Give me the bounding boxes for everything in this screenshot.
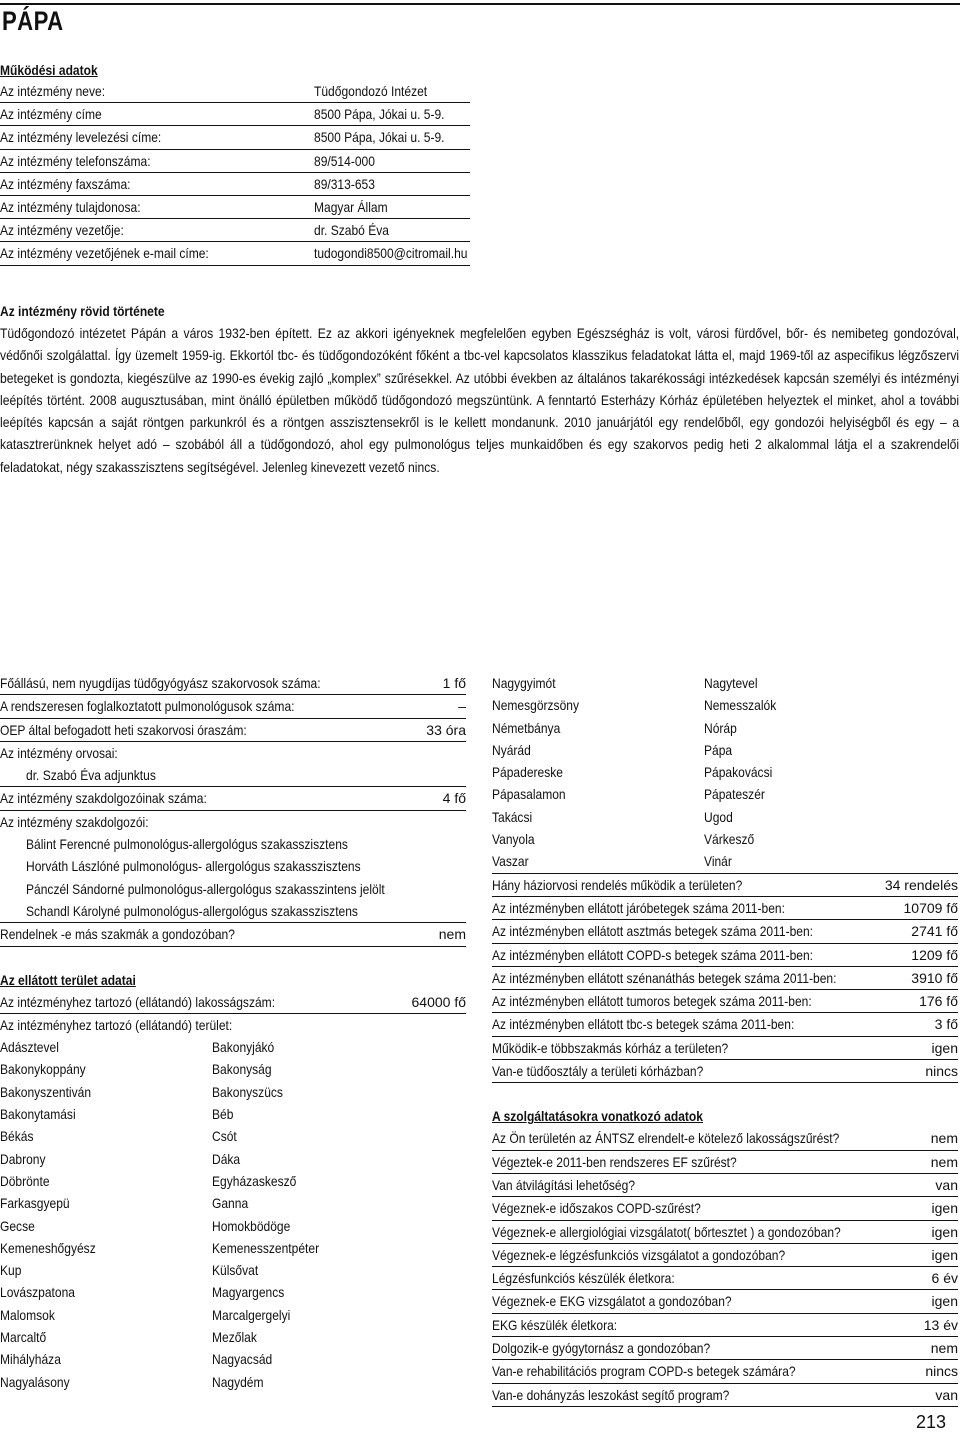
assistant-row	[0, 833, 466, 855]
place-row	[492, 783, 958, 805]
assistants-count-row	[0, 787, 466, 810]
place-name: Csót	[212, 1128, 237, 1145]
operational-value: Tüdőgondozó Intézet	[314, 83, 428, 99]
service-value: igen	[931, 1246, 958, 1263]
place-name: Bakonyszücs	[212, 1083, 283, 1100]
place-name: Nagyalásony	[0, 1373, 70, 1390]
left-column	[0, 672, 466, 1393]
place-row	[0, 1371, 466, 1393]
population-label: Az intézményhez tartozó (ellátandó) lakosságszám:	[0, 993, 276, 1010]
place-row	[0, 1192, 466, 1214]
assistant-name: Pánczél Sándorné pulmonológus-allergológus szakasszintens jelölt	[26, 880, 385, 897]
service-label: EKG készülék életkora:	[492, 1316, 618, 1333]
place-row	[0, 1081, 466, 1103]
statistic-value: nincs	[925, 1063, 958, 1080]
doctors-label-row	[0, 742, 466, 764]
assistants-count-value: 4 fő	[442, 790, 466, 807]
operational-row	[0, 80, 470, 103]
operational-label: Az intézmény levelezési címe:	[0, 129, 162, 146]
assistants-count-label: Az intézmény szakdolgozóinak száma:	[0, 790, 207, 807]
services-list	[492, 1127, 958, 1407]
fulltime-value: 1 fő	[442, 675, 466, 691]
oep-label: OEP által befogadott heti szakorvosi óraszám:	[0, 721, 247, 738]
service-row	[492, 1384, 958, 1407]
place-name: Bakonykoppány	[0, 1061, 86, 1078]
statistic-row	[492, 967, 958, 990]
statistic-value: 34 rendelés	[884, 876, 958, 893]
territory-row	[0, 1014, 466, 1036]
statistic-row	[492, 1060, 958, 1083]
service-value: nem	[930, 1130, 958, 1147]
service-label: Végeznek-e EKG vizsgálatot a gondozóban?	[492, 1293, 732, 1310]
statistic-label: Az intézményben ellátott asztmás betegek száma 2011-ben:	[492, 923, 814, 940]
place-name: Pápakovácsi	[704, 764, 773, 781]
place-row	[492, 694, 958, 716]
operational-label: Az intézmény faxszáma:	[0, 175, 131, 192]
other-label: Rendelnek -e más szakmák a gondozóban?	[0, 926, 235, 943]
service-value: nem	[930, 1340, 958, 1357]
place-name: Egyházaskesző	[212, 1172, 297, 1189]
place-name: Várkesző	[704, 831, 755, 848]
place-row	[0, 1125, 466, 1147]
statistic-row	[492, 874, 958, 897]
statistic-label: Hány háziorvosi rendelés működik a területen?	[492, 876, 743, 893]
place-name: Mihályháza	[0, 1351, 61, 1368]
place-row	[492, 828, 958, 850]
statistic-row	[492, 1037, 958, 1060]
place-row	[492, 761, 958, 783]
assistant-name: Horváth Lászlóné pulmonológus- allergológus szakasszisztens	[26, 858, 361, 875]
place-name: Németbánya	[492, 719, 561, 736]
oep-row	[0, 719, 466, 742]
place-row	[492, 739, 958, 761]
service-label: Van átvilágítási lehetőség?	[492, 1176, 636, 1193]
assistant-list	[0, 833, 466, 923]
place-name: Mezőlak	[212, 1329, 257, 1346]
assistant-row	[0, 900, 466, 923]
place-row	[0, 1281, 466, 1303]
assistants-label-row	[0, 811, 466, 833]
assistant-row	[0, 855, 466, 877]
service-value: igen	[931, 1223, 958, 1240]
regular-row	[0, 695, 466, 718]
place-row	[492, 850, 958, 873]
operational-value: 8500 Pápa, Jókai u. 5-9.	[314, 129, 445, 146]
fulltime-label: Főállású, nem nyugdíjas tüdőgyógyász szakorvosok száma:	[0, 675, 321, 691]
place-row	[0, 1304, 466, 1326]
operational-row	[0, 242, 470, 265]
service-value: igen	[931, 1200, 958, 1217]
service-value: igen	[931, 1293, 958, 1310]
place-name: Ganna	[212, 1195, 249, 1212]
place-name: Vanyola	[492, 831, 535, 848]
place-name: Vinár	[704, 853, 732, 870]
place-name: Békás	[0, 1128, 34, 1145]
right-column	[492, 672, 958, 1407]
place-name: Bakonyság	[212, 1061, 272, 1078]
operational-label: Az intézmény vezetője:	[0, 222, 124, 239]
operational-data-section	[0, 60, 620, 266]
statistic-value: 176 fő	[919, 993, 958, 1010]
doctor-name: dr. Szabó Éva adjunktus	[26, 767, 156, 784]
statistic-label: Működik-e többszakmás kórház a területen?	[492, 1039, 729, 1056]
place-name: Nyárád	[492, 741, 531, 758]
place-name: Marcalgergelyi	[212, 1306, 291, 1323]
place-name: Kemeneshőgyész	[0, 1239, 96, 1256]
statistic-value: 3910 fő	[911, 969, 958, 986]
place-name: Pápadereske	[492, 764, 563, 781]
place-name: Béb	[212, 1106, 234, 1123]
place-name: Gecse	[0, 1217, 35, 1234]
operational-row	[0, 126, 470, 149]
operational-row	[0, 150, 470, 173]
service-label: Az Ön területén az ÁNTSZ elrendelt-e kötelező lakosságszűrést?	[492, 1130, 840, 1147]
place-row	[492, 806, 958, 828]
place-name: Marcaltő	[0, 1329, 47, 1346]
service-value: nem	[930, 1153, 958, 1170]
doctor-row	[0, 764, 466, 787]
service-label: Légzésfunkciós készülék életkora:	[492, 1270, 675, 1287]
operational-label: Az intézmény címe	[0, 106, 102, 123]
statistic-row	[492, 1013, 958, 1036]
service-row	[492, 1267, 958, 1290]
service-row	[492, 1151, 958, 1174]
service-row	[492, 1314, 958, 1337]
place-name: Bakonyszentiván	[0, 1083, 92, 1100]
place-name: Kemenesszentpéter	[212, 1239, 320, 1256]
statistic-label: Az intézményben ellátott tumoros betegek száma 2011-ben:	[492, 993, 812, 1010]
service-row	[492, 1197, 958, 1220]
service-value: nincs	[925, 1363, 958, 1380]
operational-heading: Működési adatok	[0, 62, 98, 78]
operational-value: 89/514-000	[314, 152, 375, 169]
place-row	[0, 1058, 466, 1080]
regular-label: A rendszeresen foglalkoztatott pulmonológusok száma:	[0, 698, 295, 715]
statistic-row	[492, 990, 958, 1013]
place-row	[492, 672, 958, 694]
statistic-value: 2741 fő	[911, 923, 958, 940]
service-row	[492, 1244, 958, 1267]
fulltime-row	[0, 672, 466, 695]
place-name: Döbrönte	[0, 1172, 50, 1189]
service-row	[492, 1337, 958, 1360]
place-row	[0, 1148, 466, 1170]
service-label: Végeznek-e légzésfunkciós vizsgálatot a gondozóban?	[492, 1246, 786, 1263]
population-row	[0, 991, 466, 1014]
place-row	[0, 1103, 466, 1125]
place-name: Adásztevel	[0, 1039, 59, 1056]
operational-row	[0, 196, 470, 219]
statistic-label: Az intézményben ellátott COPD-s betegek száma 2011-ben:	[492, 946, 814, 963]
assistant-row	[0, 878, 466, 900]
service-row	[492, 1360, 958, 1383]
history-section	[0, 300, 960, 478]
service-label: Végeznek-e időszakos COPD-szűrést?	[492, 1200, 701, 1217]
place-name: Malomsok	[0, 1306, 55, 1323]
place-name: Takácsi	[492, 808, 533, 825]
header-rule	[0, 3, 960, 5]
place-name: Nagyacsád	[212, 1351, 273, 1368]
place-row	[492, 717, 958, 739]
place-name: Magyargencs	[212, 1284, 285, 1301]
place-name: Nagytevel	[704, 675, 758, 691]
statistic-label: Van-e tüdőosztály a területi kórházban?	[492, 1063, 704, 1080]
history-text: Tüdőgondozó intézetet Pápán a város 1932-ben épített. Ez az akkori igényeknek megfelelően egyben Egészségház is volt, városi fürdővel, bőr- és nemibeteg gondozóval, védőnői szolgálattal. Így üzemelt 1959-ig. Ekkortól tbc- és tüdőgondozóként főként a tbc-vel kapcsolatos klasszikus feladatokat látta el, majd 1969-től az aspecifikus légzőszervi betegeket is gondozta, kiegészülve az 1990-es évekig zajló „komplex” szűrésekkel. Az utóbbi években az általános takarékossági intézkedések kapcsán személyi és intézményi leépítés történt. 2008 augusztusában, mint önálló épületben működő tüdőgondozó megszüntünk. A fenntartó Esterházy Kórház épületében helyeztek el minket, ahol a további leépítés kapcsán a saját röntgen parkunkról és a röntgen asszisztensekről is le kellett mondanunk. 2010 januárjától egy rendelőből, egy gondozói helyiségből és egy – a katasztrerünknek helyet adó – szobából áll a tüdőgondozó, ahol egy pulmonológus teljes munkaidőben és egy szakorvos pedig heti 2 alkalommal látja el a szakrendelői feladatokat, négy szakasszisztens segítségével. Jelenleg kinevezett vezető nincs.	[0, 325, 960, 475]
operational-label: Az intézmény tulajdonosa:	[0, 198, 141, 215]
services-heading: A szolgáltatásokra vonatkozó adatok	[492, 1108, 703, 1125]
place-name: Dabrony	[0, 1150, 46, 1167]
place-name: Külsővat	[212, 1262, 259, 1279]
population-value: 64000 fő	[411, 993, 466, 1010]
place-name: Nemesgörzsöny	[492, 697, 579, 714]
place-name: Ugod	[704, 808, 733, 825]
place-row	[0, 1259, 466, 1281]
territory-label: Az intézményhez tartozó (ellátandó) terület:	[0, 1016, 233, 1033]
service-label: Van-e rehabilitációs program COPD-s betegek számára?	[492, 1363, 796, 1380]
place-row	[0, 1348, 466, 1370]
service-value: 6 év	[931, 1270, 958, 1287]
service-row	[492, 1221, 958, 1244]
operational-row	[0, 219, 470, 242]
service-label: Végeztek-e 2011-ben rendszeres EF szűrést?	[492, 1153, 737, 1170]
place-name: Pápateszér	[704, 786, 765, 803]
statistic-label: Az intézményben ellátott járóbetegek száma 2011-ben:	[492, 899, 785, 916]
place-name: Dáka	[212, 1150, 241, 1167]
operational-value: tudogondi8500@citromail.hu	[314, 245, 468, 262]
service-row	[492, 1290, 958, 1313]
service-value: 13 év	[923, 1316, 958, 1333]
place-name: Pápa	[704, 741, 733, 758]
statistic-label: Az intézményben ellátott tbc-s betegek száma 2011-ben:	[492, 1016, 795, 1033]
statistic-row	[492, 920, 958, 943]
operational-row	[0, 103, 470, 126]
statistics-list	[492, 874, 958, 1084]
service-value: van	[935, 1176, 958, 1193]
place-name: Bakonytamási	[0, 1106, 76, 1123]
place-row	[0, 1237, 466, 1259]
service-row	[492, 1127, 958, 1150]
service-row	[492, 1174, 958, 1197]
operational-value: Magyar Állam	[314, 198, 388, 215]
operational-value: 8500 Pápa, Jókai u. 5-9.	[314, 106, 445, 123]
operational-value: dr. Szabó Éva	[314, 222, 389, 239]
oep-value: 33 óra	[426, 721, 466, 738]
service-label: Dolgozik-e gyógytornász a gondozóban?	[492, 1340, 711, 1357]
assistant-name: Schandl Károlyné pulmonológus-allergológus szakasszisztens	[26, 902, 358, 919]
places-right-list	[492, 672, 958, 874]
service-label: Van-e dohányzás leszokást segítő program?	[492, 1386, 730, 1403]
operational-label: Az intézmény telefonszáma:	[0, 152, 151, 169]
page-title: PÁPA	[2, 6, 64, 36]
operational-value: 89/313-653	[314, 175, 375, 192]
operational-rows	[0, 80, 620, 266]
history-heading: Az intézmény rövid története	[0, 303, 165, 319]
page-number: 213	[915, 1412, 946, 1432]
place-name: Kup	[0, 1262, 22, 1279]
service-label: Végeznek-e allergiológiai vizsgálatot( bőrtesztet ) a gondozóban?	[492, 1223, 841, 1240]
doctors-label: Az intézmény orvosai:	[0, 744, 118, 761]
service-value: van	[935, 1386, 958, 1403]
statistic-value: 10709 fő	[903, 899, 958, 916]
place-name: Homokbödöge	[212, 1217, 291, 1234]
other-row	[0, 923, 466, 946]
statistic-label: Az intézményben ellátott szénanáthás betegek száma 2011-ben:	[492, 969, 837, 986]
regular-value: –	[458, 698, 466, 715]
place-name: Lovászpatona	[0, 1284, 75, 1301]
place-row	[0, 1036, 466, 1058]
assistants-label: Az intézmény szakdolgozói:	[0, 813, 149, 830]
area-heading: Az ellátott terület adatai	[0, 971, 136, 988]
statistic-value: 3 fő	[934, 1016, 958, 1033]
place-name: Nagygyimót	[492, 675, 556, 691]
other-value: nem	[438, 926, 466, 943]
place-name: Nóráp	[704, 719, 737, 736]
statistic-value: igen	[931, 1039, 958, 1056]
statistic-row	[492, 897, 958, 920]
operational-row	[0, 173, 470, 196]
place-name: Pápasalamon	[492, 786, 566, 803]
places-left-list	[0, 1036, 466, 1393]
assistant-name: Bálint Ferencné pulmonológus-allergológus szakasszisztens	[26, 836, 348, 853]
statistic-row	[492, 944, 958, 967]
place-row	[0, 1170, 466, 1192]
operational-label: Az intézmény neve:	[0, 83, 106, 99]
statistic-value: 1209 fő	[911, 946, 958, 963]
place-row	[0, 1215, 466, 1237]
place-row	[0, 1326, 466, 1348]
place-name: Nagydém	[212, 1373, 264, 1390]
place-name: Farkasgyepü	[0, 1195, 70, 1212]
operational-label: Az intézmény vezetőjének e-mail címe:	[0, 245, 209, 262]
place-name: Nemesszalók	[704, 697, 777, 714]
place-name: Vaszar	[492, 853, 529, 870]
place-name: Bakonyjákó	[212, 1039, 275, 1056]
